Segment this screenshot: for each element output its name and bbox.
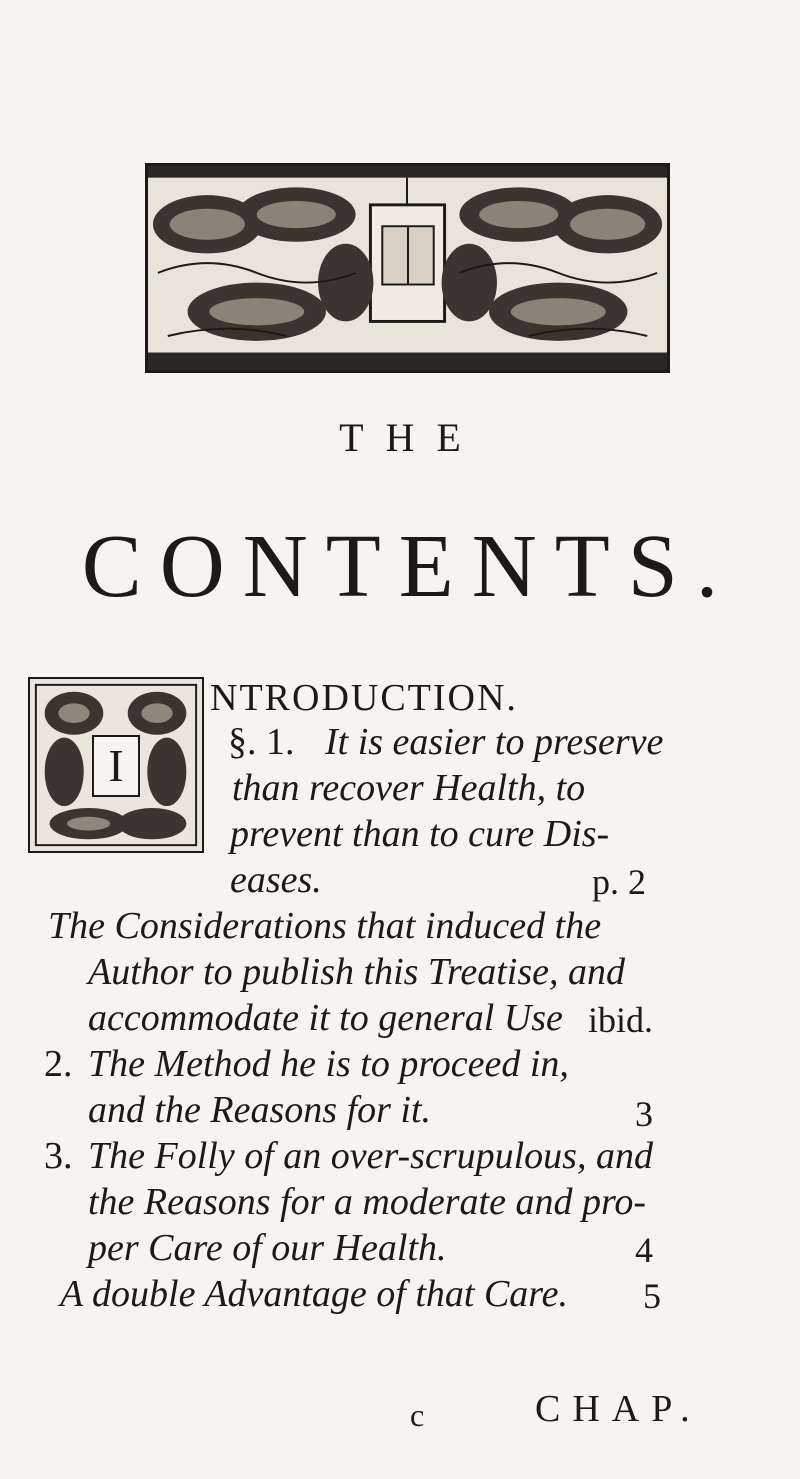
entry-2-line-2: and the Reasons for it.: [88, 1089, 432, 1131]
entry-1-line-1: The Considerations that induced the: [48, 905, 602, 947]
entry-2-number: 2.: [44, 1043, 73, 1085]
signature-mark: c: [410, 1397, 425, 1433]
decorated-initial: [28, 677, 204, 853]
intro-page-number: p. 2: [592, 862, 646, 902]
intro-line-4: eases.: [230, 859, 322, 901]
page-title: CONTENTS.: [81, 517, 737, 616]
entry-3-number: 3.: [44, 1135, 73, 1177]
ornament-engraving-icon: [148, 166, 667, 370]
entry-2-line-1: The Method he is to proceed in,: [88, 1043, 569, 1085]
entry-4-page: 5: [643, 1276, 661, 1316]
intro-line-2: than recover Health, to: [232, 767, 586, 809]
entry-2-page: 3: [635, 1094, 653, 1134]
intro-line-3: prevent than to cure Dis-: [230, 813, 610, 855]
title-the: THE: [339, 415, 483, 460]
introduction-heading: NTRODUCTION.: [210, 677, 518, 719]
catchword: CHAP.: [535, 1388, 702, 1430]
entry-1-line-3: accommodate it to general Use: [88, 997, 563, 1039]
entry-4-line-1: A double Advantage of that Care.: [60, 1273, 569, 1315]
entry-1-line-2: Author to publish this Treatise, and: [88, 951, 625, 993]
section-mark: §. 1.: [228, 721, 295, 763]
headpiece-ornament: [145, 163, 670, 373]
entry-3-line-2: the Reasons for a moderate and pro-: [88, 1181, 646, 1223]
initial-letter: I: [92, 735, 140, 797]
entry-3-line-1: The Folly of an over-scrupulous, and: [88, 1135, 653, 1177]
entry-1-page: ibid.: [588, 1000, 654, 1040]
entry-3-page: 4: [635, 1230, 653, 1270]
intro-line-1: It is easier to preserve: [325, 721, 664, 763]
entry-3-line-3: per Care of our Health.: [88, 1227, 447, 1269]
